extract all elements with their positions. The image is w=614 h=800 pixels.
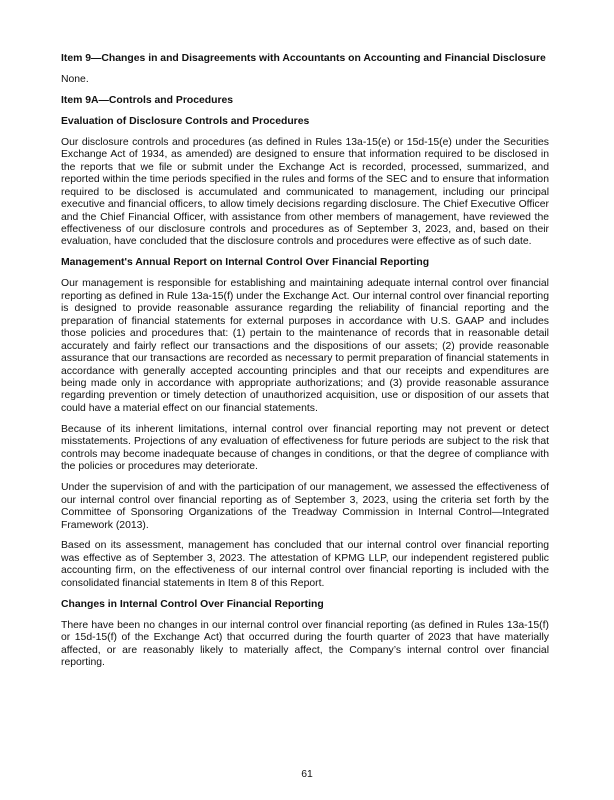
paragraph-no-changes: There have been no changes in our internal control over financial reporting (as defined in Rules 13a-15(f) or 15d-15(f) of the Exchange Act) that occurred during the fourth quarter of 2023 that have materially affected, or are reasonably likely to materially affect, the Company’s internal control over financial reporting.	[61, 619, 549, 669]
paragraph-supervision-assessment: Under the supervision of and with the participation of our management, we assessed the effectiveness of our internal control over financial reporting as of September 3, 2023, using the criteria set forth by the Committee of Sponsoring Organizations of the Treadway Commission in Internal Control—Integrated Framework (2013).	[61, 482, 549, 531]
paragraph-none: None.	[61, 73, 89, 85]
heading-item-9: Item 9—Changes in and Disagreements with Accountants on Accounting and Financial Disclosure	[61, 53, 546, 64]
document-page	[61, 53, 549, 678]
heading-item-9a: Item 9A—Controls and Procedures	[61, 94, 234, 106]
paragraph-management-responsibility: Our management is responsible for establishing and maintaining adequate internal control over financial reporting as defined in Rule 13a-15(f) under the Exchange Act. Our internal control over financial reporting is designed to provide reasonable assurance regarding the reliability of financial reporting and the preparation of financial statements for external purposes in accordance with U.S. GAAP and includes those policies and procedures that: (1) pertain to the maintenance of records that in reasonable detail accurately and fairly reflect our transactions and the dispositions of our assets; (2) provide reasonable assurance that our transactions are recorded as necessary to permit preparation of financial statements in accordance with generally accepted accounting principles and that our receipts and expenditures are being made only in accordance with appropriate authorizations; and (3) provide reasonable assurance regarding prevention or timely detection of unauthorized acquisition, use or disposition of our assets that could have a material effect on our financial statements.	[61, 278, 549, 414]
heading-evaluation-disclosure-controls: Evaluation of Disclosure Controls and Procedures	[61, 115, 310, 127]
page-number: 61	[301, 769, 313, 780]
heading-management-annual-report: Management's Annual Report on Internal Control Over Financial Reporting	[61, 257, 430, 269]
paragraph-assessment-conclusion: Based on its assessment, management has concluded that our internal control over financial reporting was effective as of September 3, 2023. The attestation of KPMG LLP, our independent registered public accounting firm, on the effectiveness of our internal control over financial reporting is included with the consolidated financial statements in Item 8 of this Report.	[61, 540, 549, 589]
paragraph-disclosure-controls: Our disclosure controls and procedures (as defined in Rules 13a-15(e) or 15d-15(e) under the Securities Exchange Act of 1934, as amended) are designed to ensure that information required to be disclosed in the reports that we file or submit under the Exchange Act is recorded, processed, summarized, and reported within the time periods specified in the rules and forms of the SEC and to ensure that information required to be disclosed is accumulated and communicated to management, including our principal executive and financial officers, to allow timely decisions regarding disclosure. The Chief Executive Officer and the Chief Financial Officer, with assistance from other members of management, have reviewed the effectiveness of our disclosure controls and procedures as of September 3, 2023, and, based on their evaluation, have concluded that the disclosure controls and procedures were effective as of such date.	[61, 136, 549, 248]
heading-changes-internal-control: Changes in Internal Control Over Financial Reporting	[61, 598, 324, 610]
paragraph-inherent-limitations: Because of its inherent limitations, internal control over financial reporting may not prevent or detect misstatements. Projections of any evaluation of effectiveness for future periods are subject to the risk that controls may become inadequate because of changes in conditions, or that the degree of compliance with the policies or procedures may deteriorate.	[61, 423, 549, 473]
